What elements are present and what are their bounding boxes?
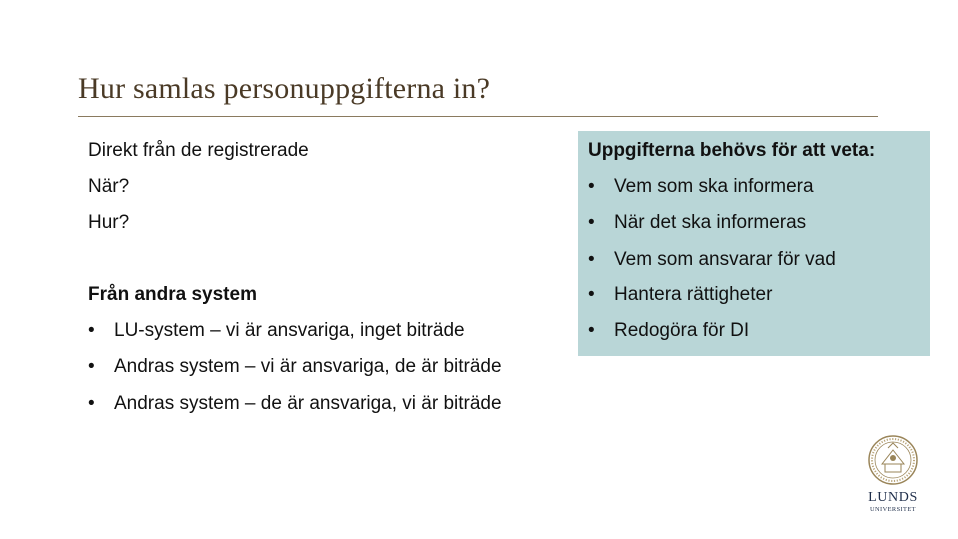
- list-item: • När det ska informeras: [588, 212, 806, 234]
- question-how: Hur?: [88, 212, 130, 233]
- list-item: • LU-system – vi är ansvariga, inget biträde: [88, 320, 465, 342]
- list-item: • Vem som ansvarar för vad: [588, 249, 836, 271]
- info-box-heading: Uppgifterna behövs för att veta:: [588, 140, 876, 161]
- list-item: • Andras system – vi är ansvariga, de är biträde: [88, 356, 502, 378]
- info-box: [578, 131, 930, 356]
- university-seal-icon: [869, 436, 917, 484]
- heading-direct: Direkt från de registrerade: [88, 140, 309, 161]
- heading-other-systems: Från andra system: [88, 284, 257, 305]
- logo-wordmark: LUNDS: [868, 490, 918, 505]
- logo-subtitle: UNIVERSITET: [870, 506, 916, 513]
- slide-title: Hur samlas personuppgifterna in?: [78, 72, 491, 105]
- list-item: • Redogöra för DI: [588, 320, 749, 342]
- title-divider: [78, 116, 878, 117]
- list-item: • Andras system – de är ansvariga, vi är biträde: [88, 393, 502, 415]
- list-item: • Vem som ska informera: [588, 176, 814, 198]
- lund-university-logo: [858, 434, 928, 514]
- question-when: När?: [88, 176, 130, 197]
- list-item: • Hantera rättigheter: [588, 284, 772, 306]
